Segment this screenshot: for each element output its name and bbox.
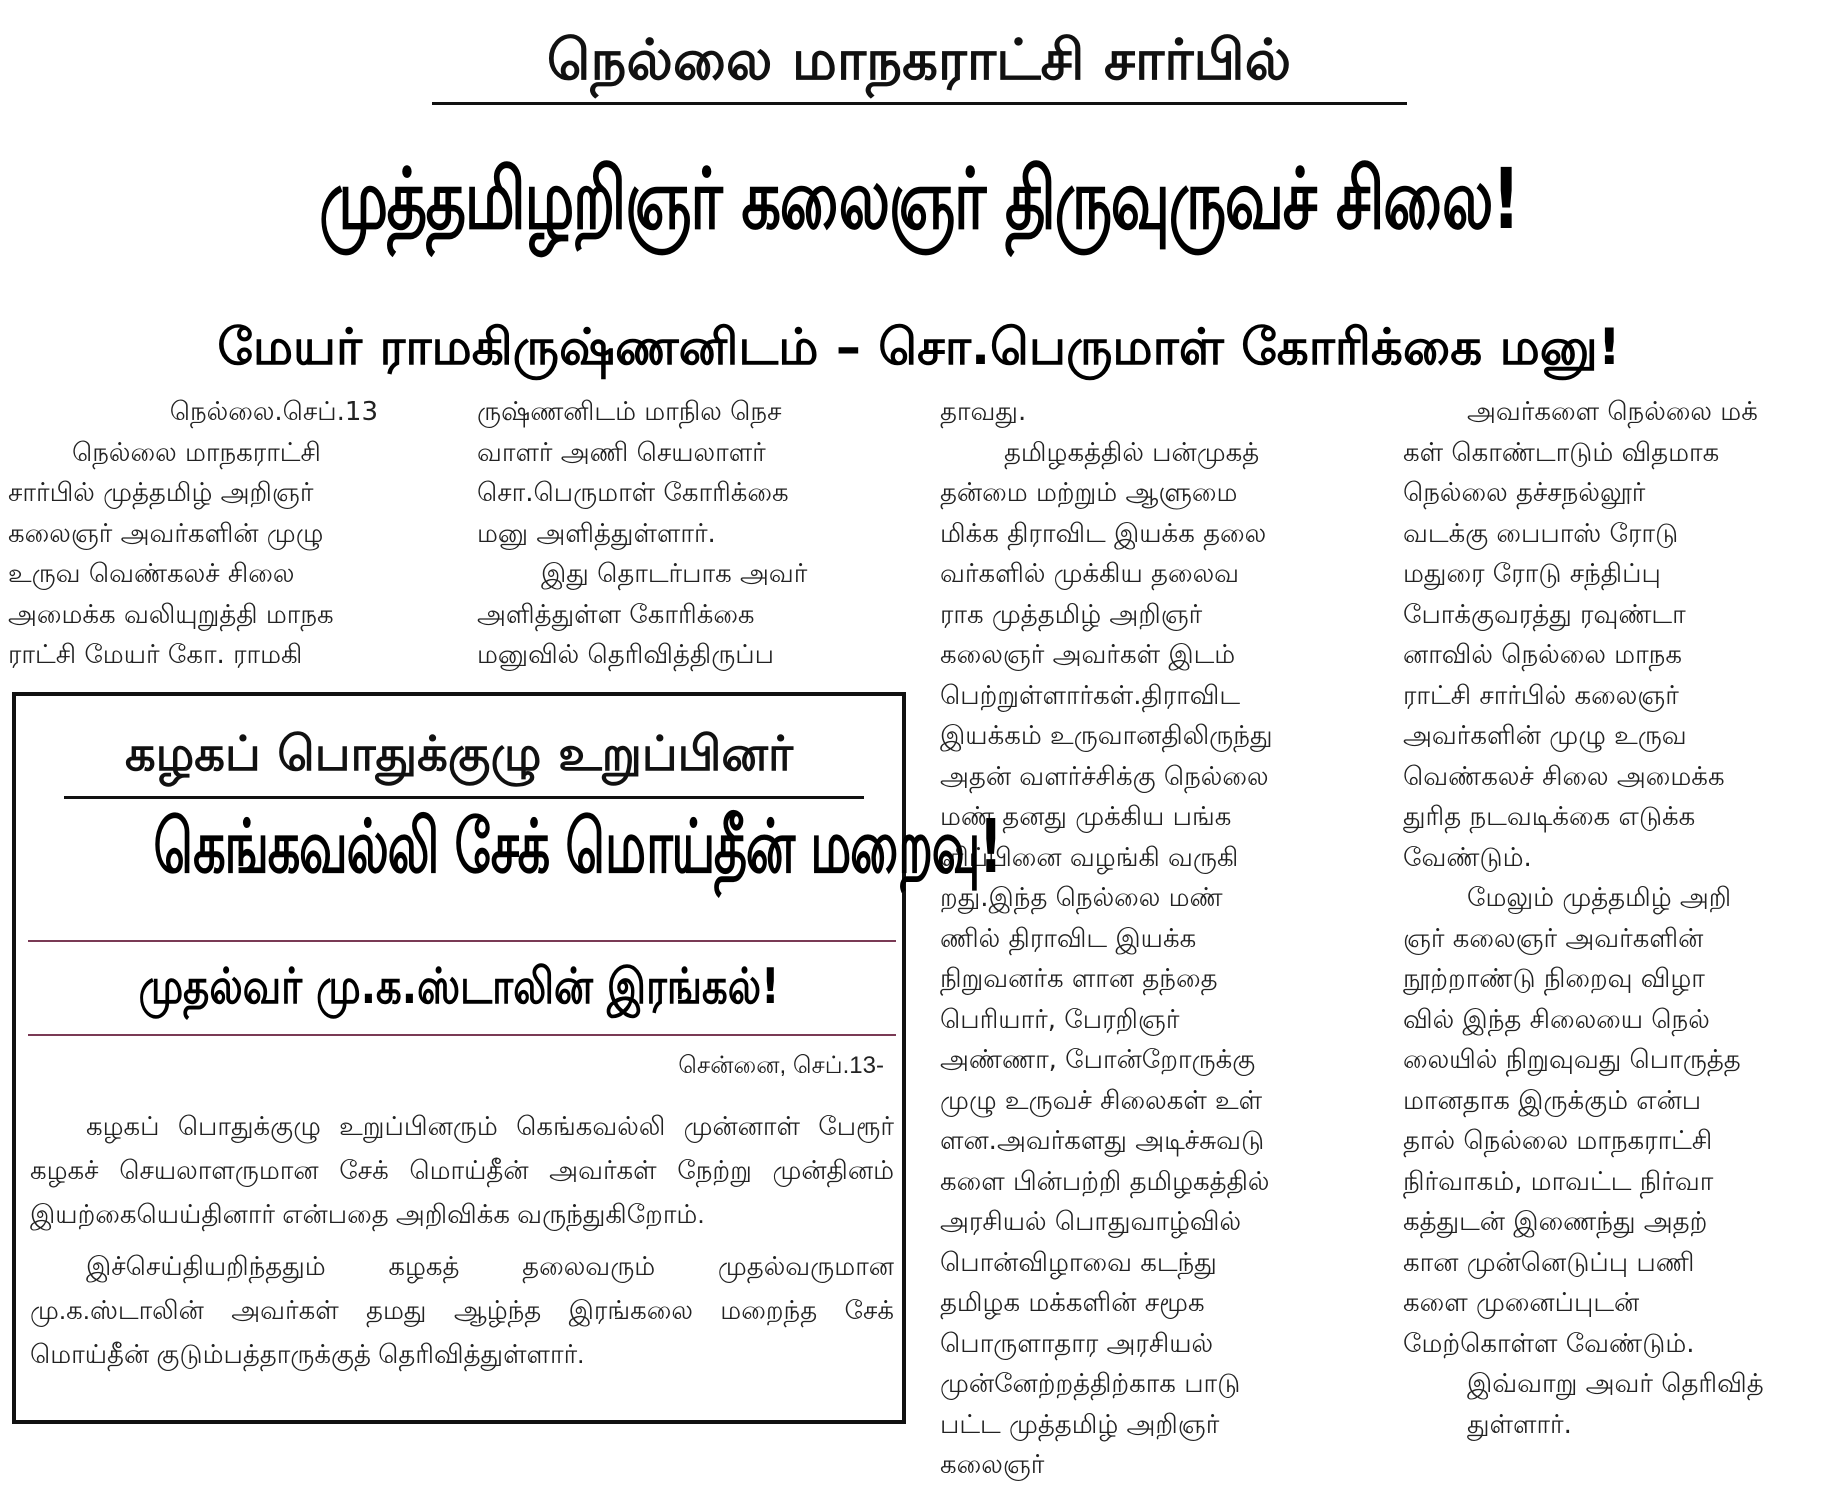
column-line: தால் நெல்லை மாநகராட்சி [1403,1126,1713,1156]
column-line: அண்ணா, போன்றோருக்கு [940,1045,1256,1075]
column-line: போக்குவரத்து ரவுண்டா [1403,599,1686,630]
column-line: ராட்சி சார்பில் கலைஞர் [1403,680,1679,711]
column-line: பொருளாதார அரசியல் [940,1328,1214,1359]
column-line: ராட்சி மேயர் கோ. ராமகி [8,640,303,670]
column-line: அளித்துள்ள கோரிக்கை [477,599,755,630]
column-line: அவர்களின் முழு உருவ [1403,721,1687,751]
column-line: கள் கொண்டாடும் விதமாக [1403,437,1720,468]
column-line: வெண்கலச் சிலை அமைக்க [1403,761,1725,792]
column-line: பெரியார், பேரறிஞர் [940,1004,1180,1035]
column-line: ணில் திராவிட இயக்க [940,923,1197,954]
column-line: இது தொடர்பாக அவர் [541,559,808,589]
article-column-1 [8,392,440,676]
column-line: ளன.அவர்களது அடிச்சுவடு [940,1126,1265,1156]
column-line: களை பின்பற்றி தமிழகத்தில் [940,1166,1270,1197]
column-line: ஞர் கலைஞர் அவர்களின் [1403,923,1704,954]
box-kicker: கழகப் பொதுக்குழு உறுப்பினர் [124,726,794,782]
kicker: நெல்லை மாநகராட்சி சார்பில் [546,28,1292,93]
column-line: மனுவில் தெரிவித்திருப்ப [477,640,775,670]
column-line: கத்துடன் இணைந்து அதற் [1403,1207,1708,1237]
column-line: கான முன்னெடுப்பு பணி [1403,1247,1695,1278]
column-line: துள்ளார். [1467,1409,1572,1440]
column-line: நிறுவனர்க ளான தந்தை [940,964,1218,994]
kicker-underline [432,102,1407,105]
column-line: வேண்டும். [1403,842,1532,873]
column-line: மேற்கொள்ள வேண்டும். [1403,1328,1695,1359]
headline: முத்தமிழறிஞர் கலைஞர் திருவுருவச் சிலை! [319,150,1519,248]
box-subhead: முதல்வர் மு.க.ஸ்டாலின் இரங்கல்! [138,958,780,1015]
column-line: முன்னேற்றத்திற்காக பாடு [940,1369,1241,1399]
dateline: நெல்லை.செப்.13 [169,397,378,427]
article-column-4 [1403,392,1830,1445]
column-line: வடக்கு பைபாஸ் ரோடு [1403,518,1679,549]
column-line: அதன் வளர்ச்சிக்கு நெல்லை [940,761,1269,792]
column-line: கலைஞர் அவர்களின் முழு [8,518,324,549]
column-line: சார்பில் முத்தமிழ் அறிஞர் [8,478,314,508]
column-line: வில் இந்த சிலையை நெல் [1403,1004,1710,1035]
column-line: கலைஞர் [940,1450,1045,1480]
column-line: ராக முத்தமிழ் அறிஞர் [940,599,1203,630]
box-paragraph-1: கழகப் பொதுக்குழு உறுப்பினரும் கெங்கவல்லி முன்னாள் பேரூர் கழகச் செயலாளருமான சேக் மொய்தீன் அவர்கள் நேற்று முன்தினம் இயற்கையெய்தினார் என்பதை அறிவிக்க வருந்துகிறோம். [30,1111,894,1229]
column-line: சொ.பெருமாள் கோரிக்கை [477,478,789,508]
column-line: நூற்றாண்டு நிறைவு விழா [1403,964,1705,994]
box-kicker-underline [64,796,864,799]
column-line: வாளர் அணி செயலாளர் [477,437,766,468]
column-line: தமிழக மக்களின் சமூக [940,1288,1205,1318]
column-line: உருவ வெண்கலச் சிலை [8,559,295,589]
column-line: மானதாக இருக்கும் என்ப [1403,1085,1702,1116]
column-line: அரசியல் பொதுவாழ்வில் [940,1207,1242,1237]
article-column-2 [477,392,909,676]
obituary-box [12,692,1002,1424]
column-line: தாவது. [940,397,1027,427]
column-line: கலைஞர் அவர்கள் இடம் [940,640,1236,670]
column-line: லையில் நிறுவுவது பொருத்த [1403,1045,1741,1075]
box-divider-bottom [28,1034,896,1036]
column-line: மிக்க திராவிட இயக்க தலை [940,518,1267,549]
column-line: நிர்வாகம், மாவட்ட நிர்வா [1403,1166,1714,1197]
column-line: நெல்லை மாநகராட்சி [72,437,321,468]
subhead: மேயர் ராமகிருஷ்ணனிடம் – சொ.பெருமாள் கோரிக்கை மனு! [217,318,1621,376]
column-line: மேலும் முத்தமிழ் அறி [1467,883,1732,913]
column-line: களை முனைப்புடன் [1403,1288,1640,1318]
box-headline: கெங்கவல்லி சேக் மொய்தீன் மறைவு! [153,804,1002,890]
column-line: பொன்விழாவை கடந்து [940,1247,1217,1278]
column-line: நெல்லை தச்சநல்லூர் [1403,478,1646,508]
box-divider-top [28,940,896,942]
column-line: னாவில் நெல்லை மாநக [1403,640,1682,670]
box-dateline: சென்னை, செப்.13- [678,1052,884,1079]
column-line: ளிப்பினை வழங்கி வருகி [940,842,1239,873]
column-line: துரித நடவடிக்கை எடுக்க [1403,802,1696,832]
column-line: மதுரை ரோடு சந்திப்பு [1403,559,1661,589]
column-line: அமைக்க வலியுறுத்தி மாநக [8,599,334,630]
box-body [30,1104,894,1384]
column-line: ருஷ்ணனிடம் மாநில நெச [477,397,782,427]
column-line: பட்ட முத்தமிழ் அறிஞர் [940,1409,1220,1440]
column-line: வர்களில் முக்கிய தலைவ [940,559,1240,589]
column-line: தன்மை மற்றும் ஆளுமை [940,478,1238,508]
article-column-3 [940,392,1372,1486]
box-paragraph-2: இச்செய்தியறிந்ததும் கழகத் தலைவரும் முதல்வருமான மு.க.ஸ்டாலின் அவர்கள் தமது ஆழ்ந்த இரங்கலை மறைந்த சேக் மொய்தீன் குடும்பத்தாருக்குத் தெரிவித்துள்ளார். [30,1251,894,1369]
column-line: தமிழகத்தில் பன்முகத் [1004,437,1260,468]
column-line: மண் தனது முக்கிய பங்க [940,802,1232,832]
column-line: பெற்றுள்ளார்கள்.திராவிட [940,680,1241,711]
column-line: மனு அளித்துள்ளார். [477,518,716,549]
column-line: முழு உருவச் சிலைகள் உள் [940,1085,1263,1116]
column-line: இயக்கம் உருவானதிலிருந்து [940,721,1273,751]
column-line: றது.இந்த நெல்லை மண் [940,883,1223,913]
column-line: அவர்களை நெல்லை மக் [1467,397,1758,427]
column-line: இவ்வாறு அவர் தெரிவித் [1467,1369,1764,1399]
